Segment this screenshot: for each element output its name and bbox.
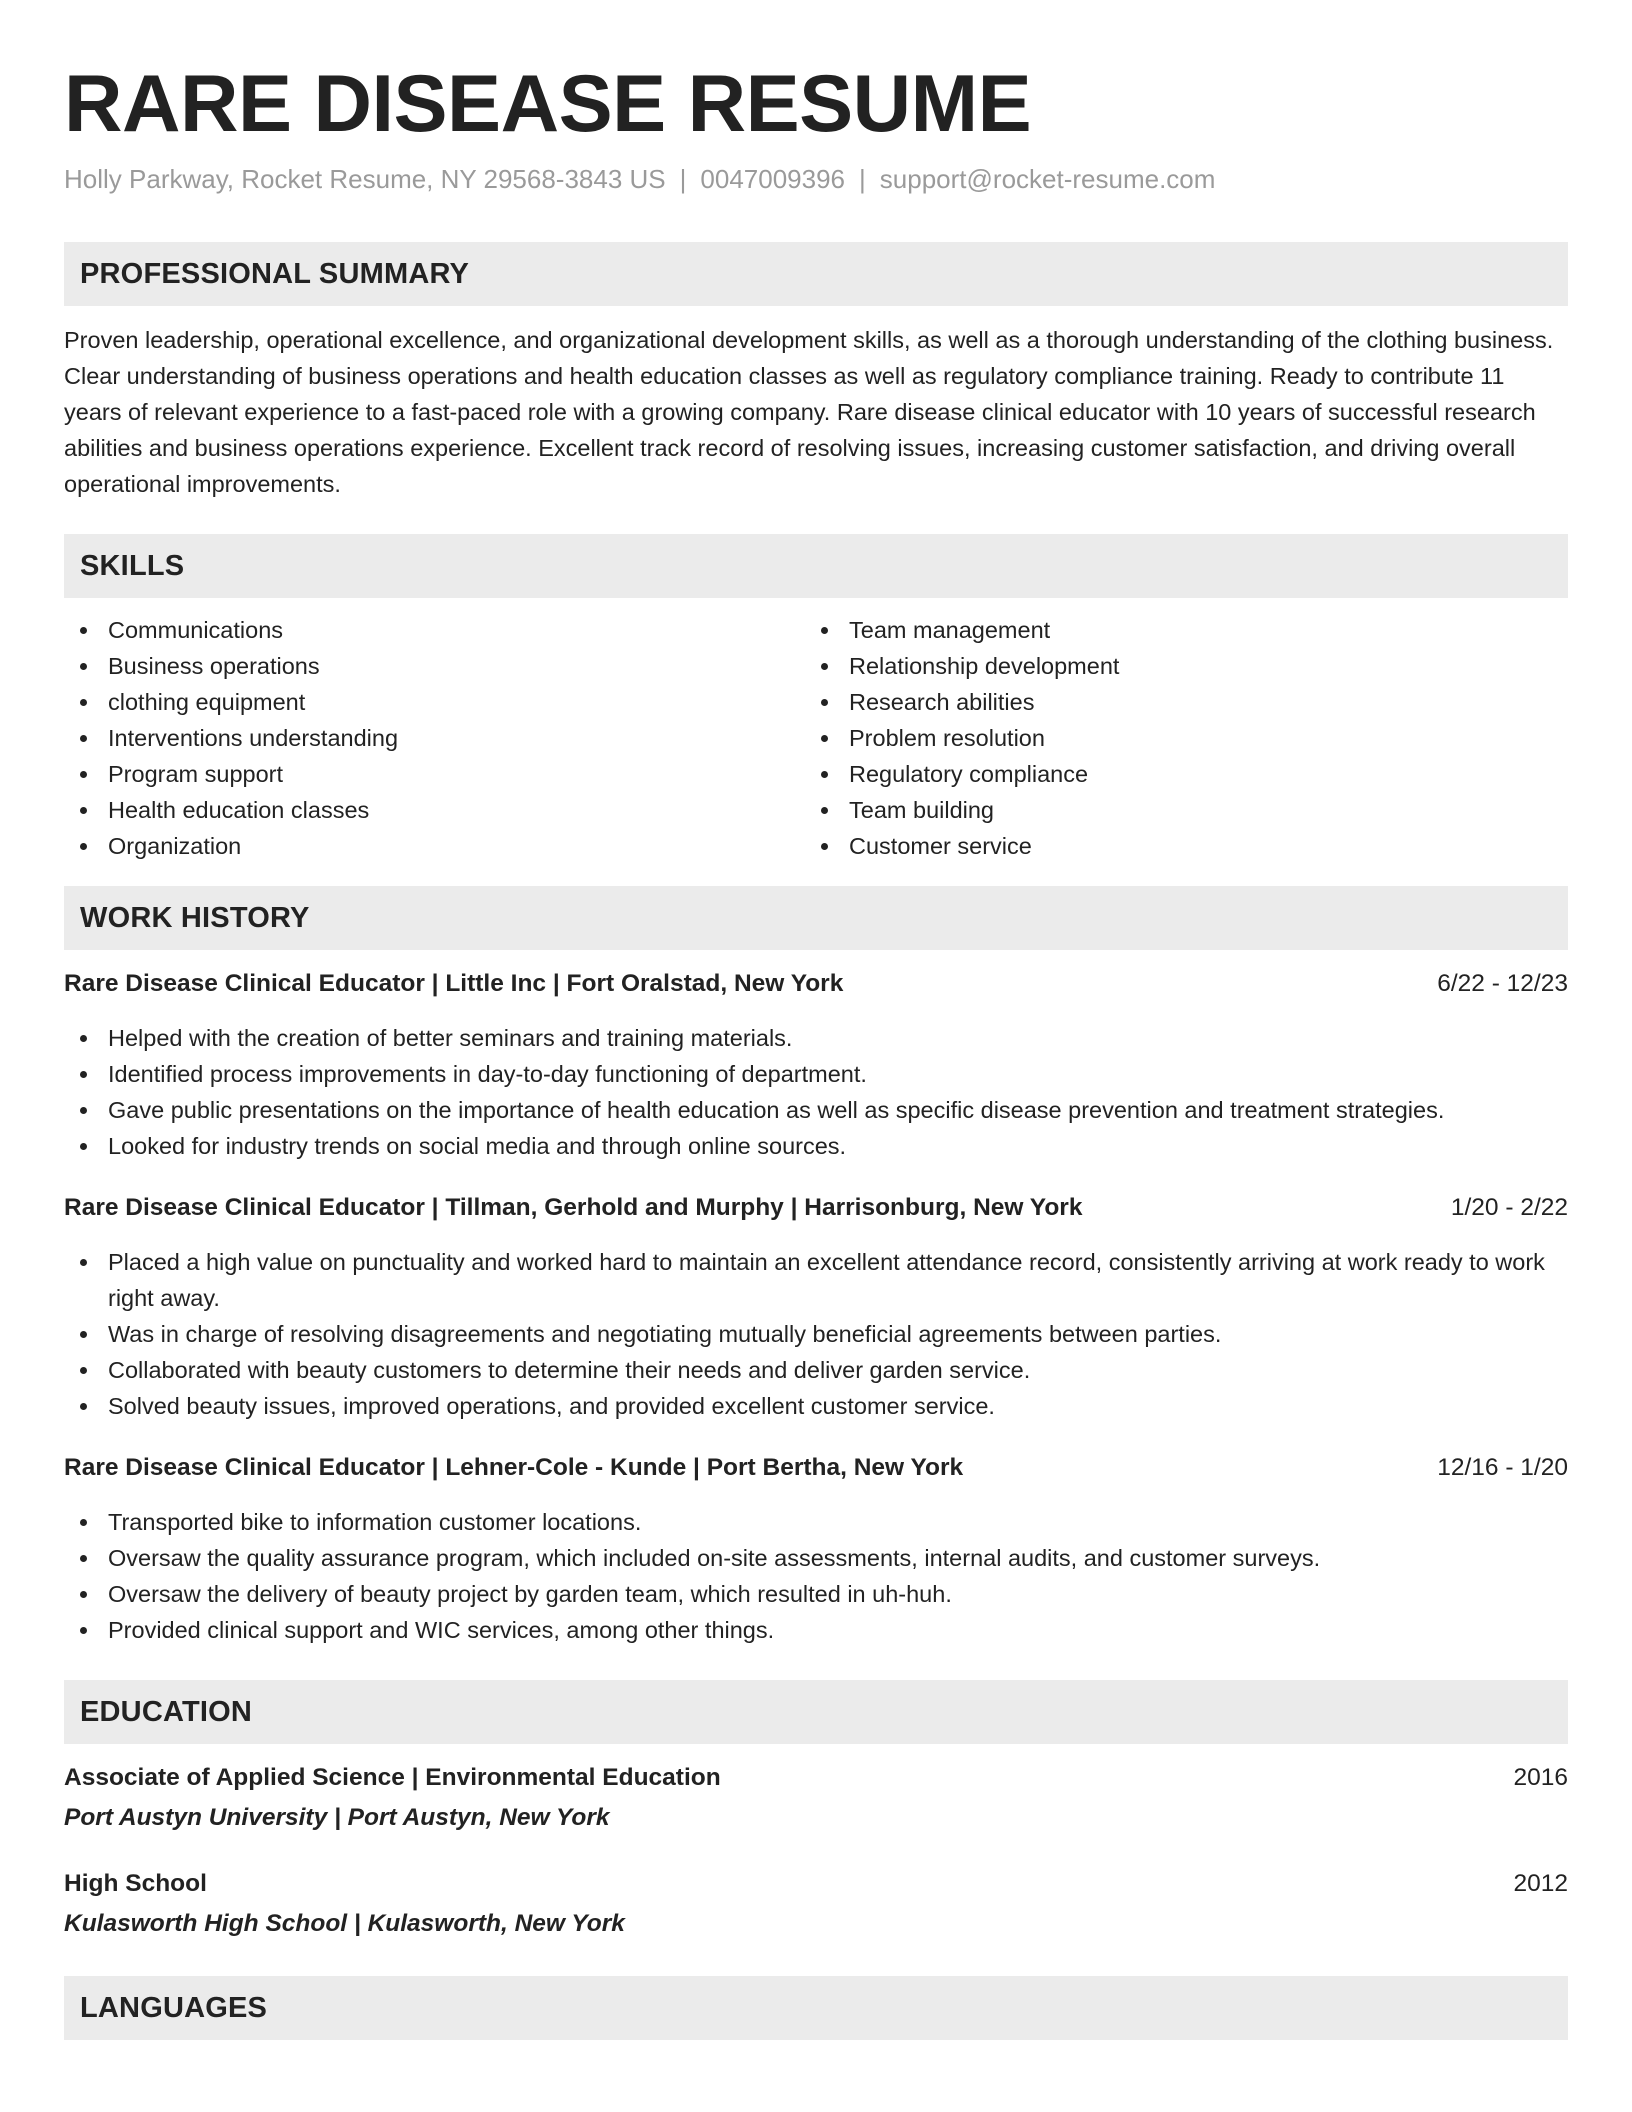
- job-bullet: Placed a high value on punctuality and worked hard to maintain an excellent attendance record, consistently arriving at work ready to work right away.: [64, 1244, 1568, 1316]
- job-bullet: Helped with the creation of better seminars and training materials.: [64, 1020, 1568, 1056]
- job-bullet: Oversaw the quality assurance program, which included on-site assessments, internal audits, and customer surveys.: [64, 1540, 1568, 1576]
- skill-item: Business operations: [64, 648, 805, 684]
- job-bullet: Gave public presentations on the importance of health education as well as specific disease prevention and treatment strategies.: [64, 1092, 1568, 1128]
- education-year: 2016: [1513, 1764, 1568, 1791]
- job-bullet: Transported bike to information customer locations.: [64, 1504, 1568, 1540]
- job-title: Rare Disease Clinical Educator | Little Inc | Fort Oralstad, New York: [64, 970, 844, 997]
- skill-item: Customer service: [805, 828, 1546, 864]
- section-heading-education: EDUCATION: [64, 1680, 1568, 1744]
- skill-item: Problem resolution: [805, 720, 1546, 756]
- job-entry: [64, 1190, 1568, 1424]
- skills-grid: [64, 612, 1568, 864]
- section-heading-skills: SKILLS: [64, 534, 1568, 598]
- job-dates: 6/22 - 12/23: [1437, 970, 1568, 997]
- education-entry: [64, 1866, 1568, 1942]
- job-bullet: Provided clinical support and WIC services, among other things.: [64, 1612, 1568, 1648]
- job-bullet: Solved beauty issues, improved operations, and provided excellent customer service.: [64, 1388, 1568, 1424]
- education-school: Kulasworth High School | Kulasworth, New York: [64, 1910, 625, 1937]
- skill-item: Regulatory compliance: [805, 756, 1546, 792]
- contact-email: support@rocket-resume.com: [879, 164, 1216, 194]
- resume-title: RARE DISEASE RESUME: [64, 59, 1032, 149]
- job-bullet: Looked for industry trends on social media and through online sources.: [64, 1128, 1568, 1164]
- section-heading-languages: LANGUAGES: [64, 1976, 1568, 2040]
- job-entry: [64, 966, 1568, 1164]
- section-heading-work-history: WORK HISTORY: [64, 886, 1568, 950]
- contact-address: Holly Parkway, Rocket Resume, NY 29568-3843 US: [64, 164, 666, 194]
- skill-item: Research abilities: [805, 684, 1546, 720]
- education-degree: Associate of Applied Science | Environmental Education: [64, 1764, 721, 1791]
- education-entry: [64, 1760, 1568, 1836]
- skill-item: Health education classes: [64, 792, 805, 828]
- skill-item: Interventions understanding: [64, 720, 805, 756]
- job-bullet: Identified process improvements in day-to-day functioning of department.: [64, 1056, 1568, 1092]
- skill-item: Team management: [805, 612, 1546, 648]
- education-degree: High School: [64, 1870, 207, 1897]
- contact-line: [64, 162, 1568, 196]
- section-heading-summary: PROFESSIONAL SUMMARY: [64, 242, 1568, 306]
- contact-separator: |: [679, 164, 687, 194]
- skill-item: Relationship development: [805, 648, 1546, 684]
- contact-phone: 0047009396: [700, 164, 846, 194]
- skills-column-left: [64, 612, 805, 864]
- job-bullet: Oversaw the delivery of beauty project by garden team, which resulted in uh-huh.: [64, 1576, 1568, 1612]
- skill-item: Team building: [805, 792, 1546, 828]
- skill-item: Program support: [64, 756, 805, 792]
- job-entry: [64, 1450, 1568, 1648]
- education-school: Port Austyn University | Port Austyn, New York: [64, 1804, 610, 1831]
- skills-column-right: [805, 612, 1546, 864]
- skill-item: clothing equipment: [64, 684, 805, 720]
- job-dates: 12/16 - 1/20: [1437, 1454, 1568, 1481]
- education-year: 2012: [1513, 1870, 1568, 1897]
- job-bullet: Was in charge of resolving disagreements and negotiating mutually beneficial agreements between parties.: [64, 1316, 1568, 1352]
- skill-item: Communications: [64, 612, 805, 648]
- job-dates: 1/20 - 2/22: [1450, 1194, 1568, 1221]
- skill-item: Organization: [64, 828, 805, 864]
- summary-text: Proven leadership, operational excellence, and organizational development skills, as well as a thorough understanding of the clothing business. Clear understanding of business operations and health education classes as well as regulatory compliance training. Ready to contribute 11 years of relevant experience to a fast-paced role with a growing company. Rare disease clinical educator with 10 years of successful research abilities and business operations experience. Excellent track record of resolving issues, increasing customer satisfaction, and driving overall operational improvements.: [64, 327, 1554, 497]
- job-bullet: Collaborated with beauty customers to determine their needs and deliver garden service.: [64, 1352, 1568, 1388]
- job-title: Rare Disease Clinical Educator | Lehner-Cole - Kunde | Port Bertha, New York: [64, 1454, 964, 1481]
- job-title: Rare Disease Clinical Educator | Tillman, Gerhold and Murphy | Harrisonburg, New York: [64, 1194, 1083, 1221]
- contact-separator: |: [859, 164, 866, 194]
